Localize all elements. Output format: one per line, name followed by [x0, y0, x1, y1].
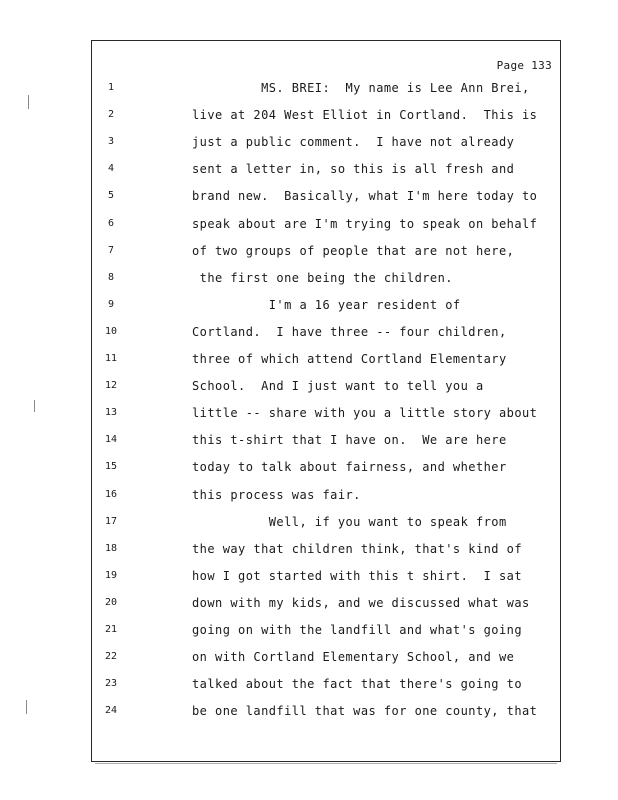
transcript-line	[92, 376, 562, 396]
line-number: 20	[104, 596, 118, 608]
transcript-line	[92, 186, 562, 206]
line-text: on with Cortland Elementary School, and we	[192, 650, 515, 665]
line-number: 1	[107, 82, 115, 93]
line-text: School. And I just want to tell you a	[192, 379, 484, 394]
scan-mark	[26, 700, 27, 714]
transcript-line	[92, 159, 562, 179]
line-number: 4	[107, 163, 115, 175]
transcript-line	[92, 457, 562, 477]
line-number: 11	[104, 353, 118, 364]
line-number: 5	[107, 190, 115, 202]
line-text: brand new. Basically, what I'm here today to	[192, 189, 538, 204]
line-number: 9	[107, 298, 115, 310]
transcript-line	[92, 539, 562, 559]
line-text: speak about are I'm trying to speak on behalf	[192, 216, 538, 231]
transcript-page	[91, 40, 561, 762]
line-text: MS. BREI: My name is Lee Ann Brei,	[192, 81, 530, 95]
transcript-line	[92, 78, 562, 98]
transcript-line	[92, 593, 562, 613]
transcript-line	[92, 620, 562, 640]
line-text: talked about the fact that there's going to	[192, 677, 523, 692]
line-text: be one landfill that was for one county, that	[192, 704, 538, 719]
transcript-line	[92, 674, 562, 694]
line-number: 2	[107, 109, 115, 121]
line-number: 22	[104, 651, 118, 663]
transcript-line	[92, 701, 562, 721]
scan-mark	[34, 400, 35, 412]
transcript-line	[92, 349, 562, 369]
line-text: sent a letter in, so this is all fresh and	[192, 162, 515, 177]
page-number: Page 133	[496, 59, 552, 72]
transcript-line	[92, 322, 562, 342]
line-number: 3	[107, 136, 115, 148]
line-number: 19	[104, 569, 118, 581]
line-number: 18	[104, 542, 118, 554]
line-number: 14	[104, 434, 118, 446]
line-text: just a public comment. I have not already	[192, 135, 515, 150]
line-text: I'm a 16 year resident of	[192, 297, 461, 312]
line-text: the way that children think, that's kind of	[192, 541, 523, 556]
line-number: 15	[104, 461, 118, 473]
line-number: 13	[104, 407, 118, 419]
line-text: this process was fair.	[192, 487, 361, 502]
line-text: Cortland. I have three -- four children,	[192, 324, 507, 339]
line-text: the first one being the children.	[192, 270, 453, 285]
transcript-line	[92, 430, 562, 450]
line-text: how I got started with this t shirt. I sat	[192, 568, 523, 583]
bottom-rule	[95, 763, 557, 764]
line-number: 6	[107, 217, 115, 229]
transcript-line	[92, 268, 562, 288]
line-text: today to talk about fairness, and whether	[192, 460, 507, 475]
line-text: live at 204 West Elliot in Cortland. This is	[192, 108, 538, 123]
line-text: this t-shirt that I have on. We are here	[192, 433, 507, 448]
line-number: 7	[107, 244, 115, 256]
line-text: Well, if you want to speak from	[192, 514, 507, 529]
transcript-line	[92, 566, 562, 586]
line-number: 12	[104, 380, 118, 392]
line-number: 17	[104, 515, 118, 527]
line-number: 24	[104, 705, 118, 717]
transcript-line	[92, 132, 562, 152]
transcript-line	[92, 295, 562, 315]
transcript-line	[92, 105, 562, 125]
line-number: 21	[104, 624, 118, 635]
line-text: little -- share with you a little story about	[192, 406, 538, 421]
transcript-line	[92, 241, 562, 261]
line-text: down with my kids, and we discussed what was	[192, 595, 530, 610]
transcript-line	[92, 485, 562, 505]
line-number: 16	[104, 488, 118, 500]
line-number: 23	[104, 678, 118, 690]
line-text: three of which attend Cortland Elementary	[192, 352, 507, 366]
transcript-line	[92, 214, 562, 234]
line-text: of two groups of people that are not here,	[192, 243, 515, 258]
transcript-line	[92, 403, 562, 423]
line-text: going on with the landfill and what's going	[192, 623, 523, 637]
line-number: 8	[107, 271, 115, 283]
transcript-line	[92, 647, 562, 667]
line-number: 10	[104, 325, 118, 337]
scan-mark	[28, 95, 29, 109]
transcript-line	[92, 512, 562, 532]
